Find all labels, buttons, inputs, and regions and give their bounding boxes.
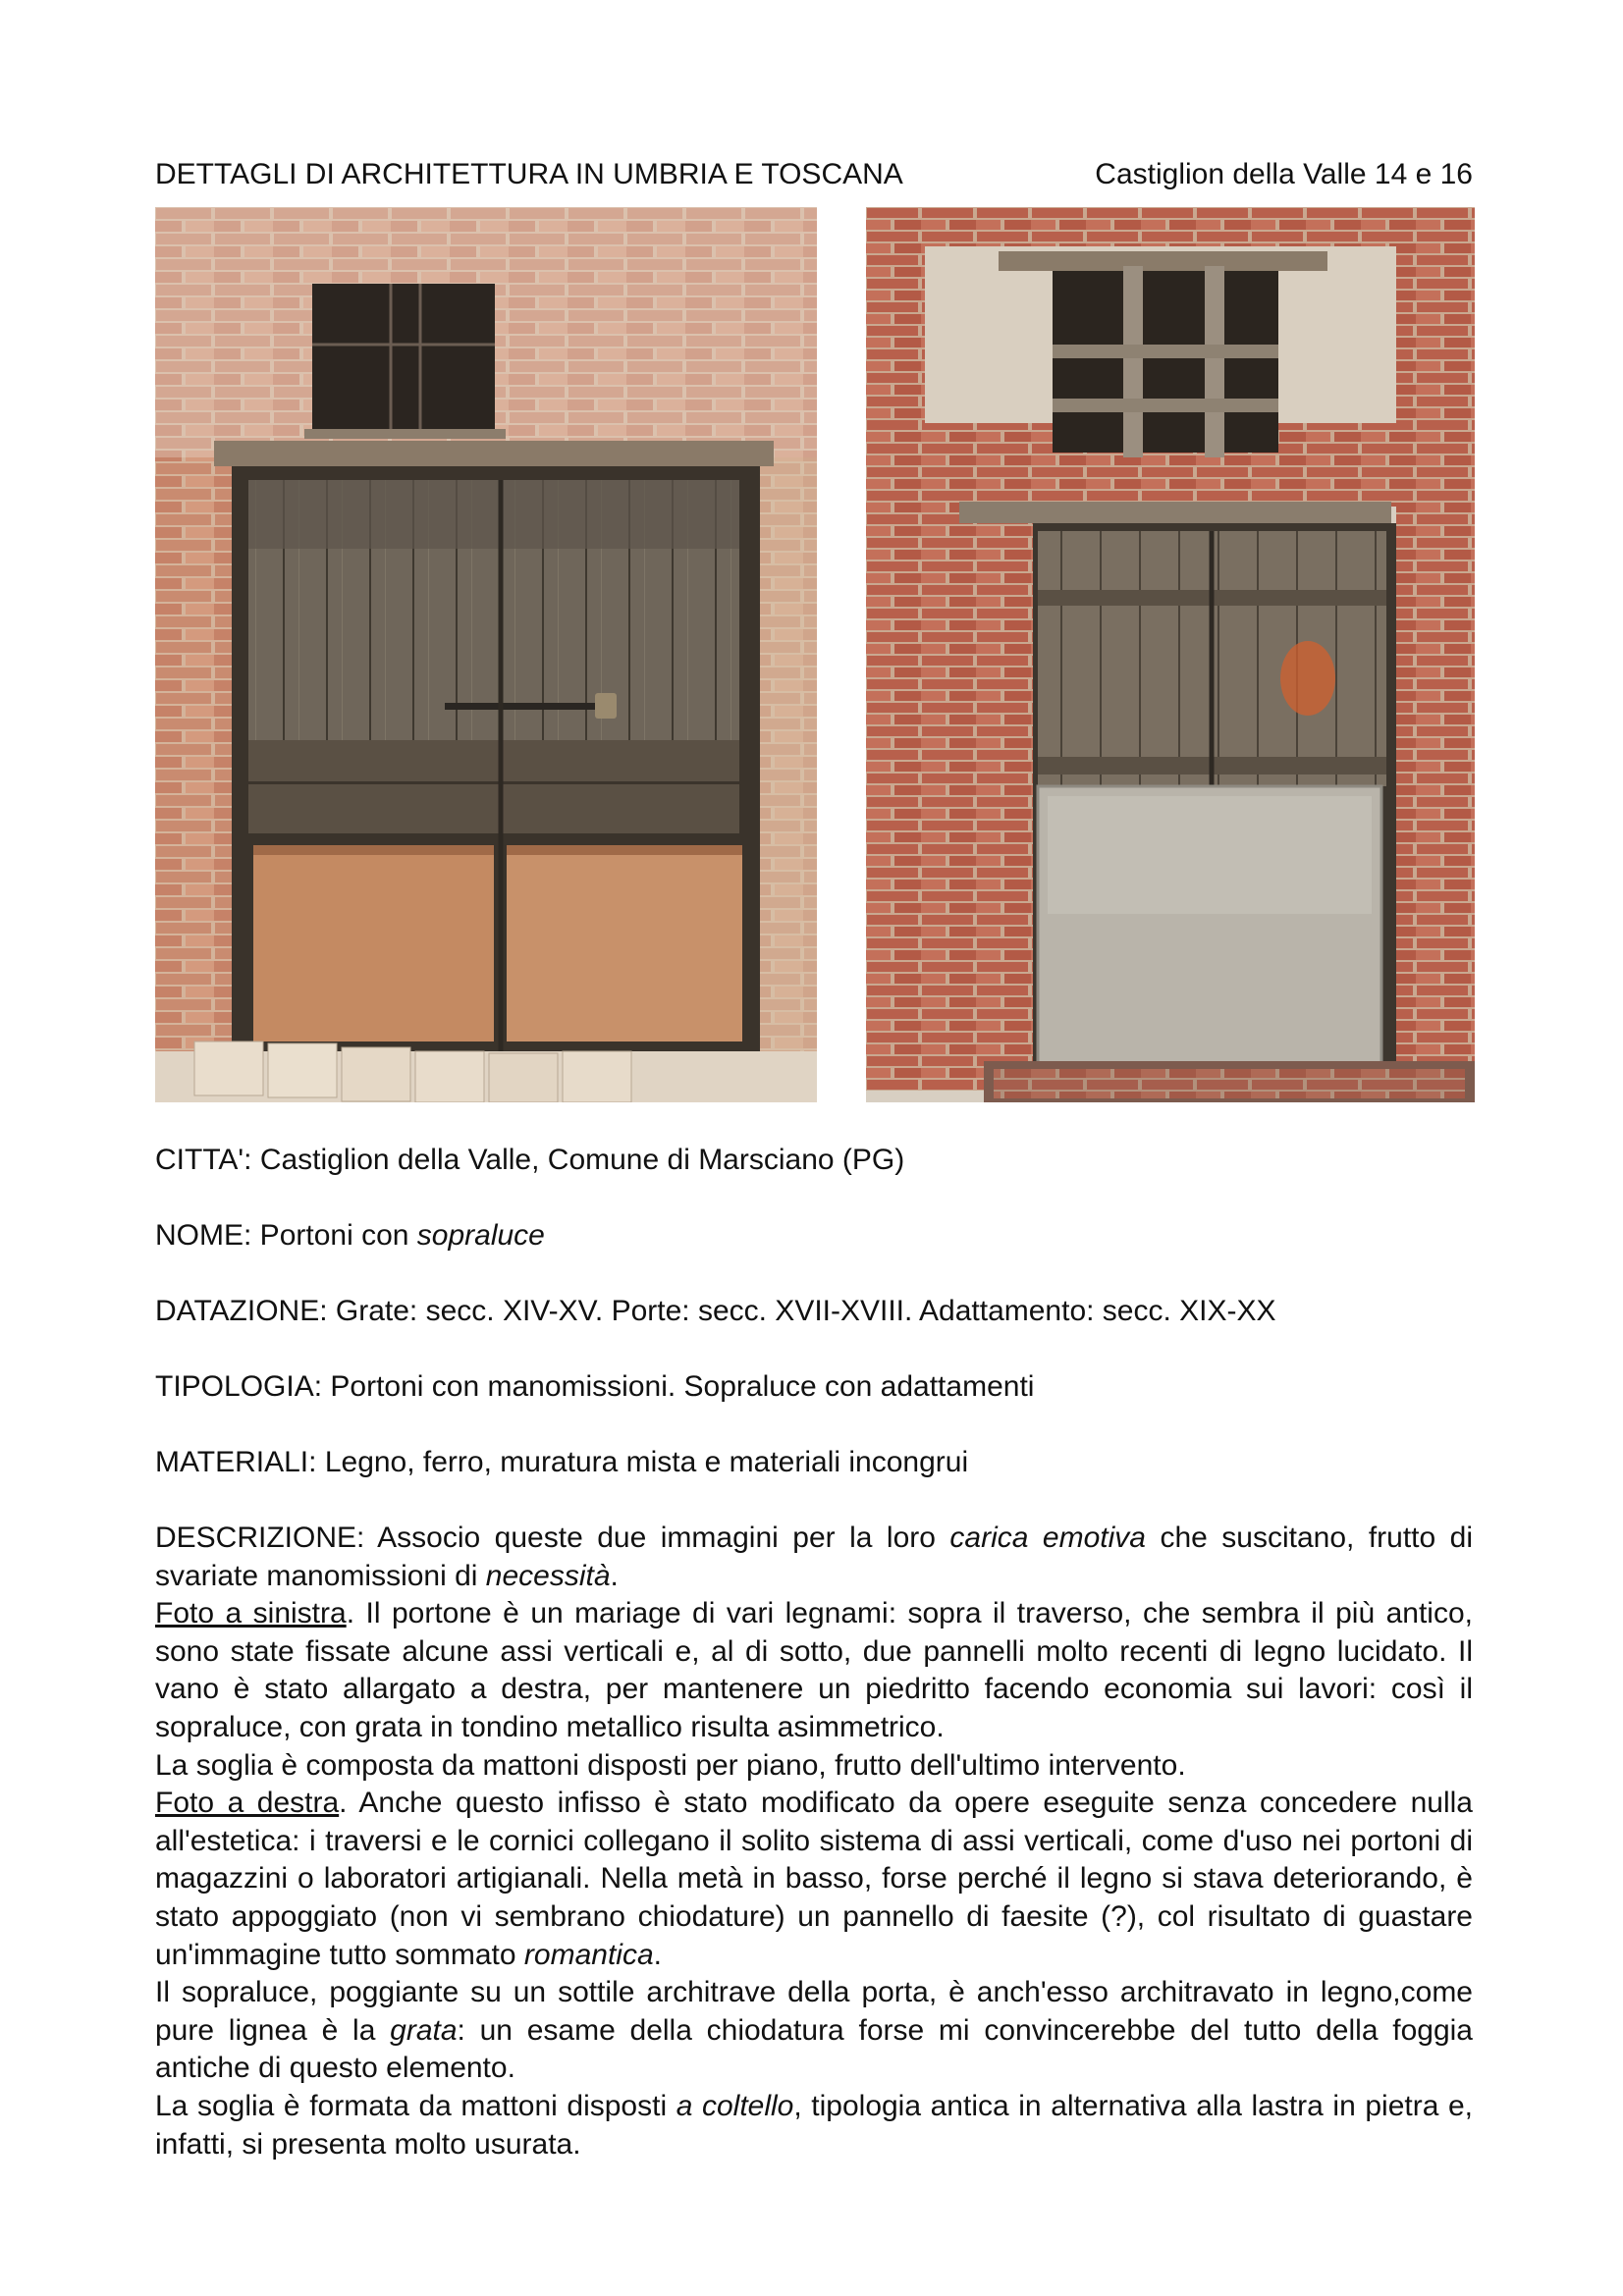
photo-right-doorway <box>866 207 1475 1102</box>
photo-left-illustration <box>155 207 817 1102</box>
desc-italic-grata: grata <box>390 2013 458 2047</box>
header-title: DETTAGLI DI ARCHITETTURA IN UMBRIA E TOSCANA <box>155 158 903 190</box>
field-nome <box>155 1217 1473 1255</box>
nome-italic: sopraluce <box>416 1219 545 1252</box>
foto-destra-label: Foto a destra <box>155 1787 340 1820</box>
datazione-value: Grate: secc. XIV-XV. Porte: secc. XVII-XVIII. Adattamento: secc. XIX-XX <box>327 1295 1276 1327</box>
header-location: Castiglion della Valle 14 e 16 <box>1095 158 1473 190</box>
materiali-label: MATERIALI: <box>155 1446 317 1478</box>
tipologia-value: Portoni con manomissioni. Sopraluce con adattamenti <box>322 1370 1035 1403</box>
desc-italic-carica: carica emotiva <box>949 1522 1146 1554</box>
desc-italic-necessita: necessità <box>485 1559 611 1592</box>
datazione-label: DATAZIONE: <box>155 1295 328 1327</box>
desc-text: : un esame della chiodatura forse mi convincerebbe del tutto della foggia antiche di questo elemento. <box>155 2013 1473 2085</box>
citta-label: CITTA': <box>155 1144 252 1176</box>
field-tipologia <box>155 1368 1473 1406</box>
field-datazione <box>155 1293 1473 1330</box>
description-paragraph-sopraluce <box>155 1974 1473 2088</box>
nome-label: NOME: <box>155 1219 252 1252</box>
desc-text: . <box>610 1559 619 1592</box>
description-paragraph-threshold-right <box>155 2088 1473 2163</box>
desc-text: . Anche questo infisso è stato modificato da opere eseguite senza concedere nulla all'estetica: i traversi e le cornici collegano il solito sistema di assi verticali, come d'uso nei portoni di magazzini o laboratori artigianali. Nella metà in basso, forse perché il legno si stava deteriorando, è stato appoggiato (non vi sembrano chiodature) un pannello di faesite (?), col risultato di guastare un'immagine tutto sommato <box>155 1787 1473 1971</box>
desc-text: che suscitano, frutto di svariate manomissioni di <box>155 1522 1474 1592</box>
citta-value: Castiglion della Valle, Comune di Marsciano (PG) <box>251 1144 905 1176</box>
foto-sinistra-label: Foto a sinistra <box>155 1597 347 1630</box>
nome-value: Portoni con <box>251 1219 417 1252</box>
desc-italic-coltello: a coltello <box>676 2089 794 2122</box>
materiali-value: Legno, ferro, muratura mista e materiali incongrui <box>316 1446 969 1478</box>
photo-right-illustration <box>866 207 1475 1102</box>
desc-text: . Il portone è un mariage di vari legnami: sopra il traverso, che sembra il più antico, sono state fissate alcune assi verticali e, al di sotto, due pannelli molto recenti di legno lucidato. Il vano è stato allargato a destra, per mantenere un piedritto facendo economia sui lavori: così il sopraluce, con grata in tondino metallico risulta asimmetrico. <box>155 1597 1473 1743</box>
description-block <box>155 1520 1473 2163</box>
description-paragraph-left-photo <box>155 1595 1473 1746</box>
desc-text: La soglia è formata da mattoni disposti <box>155 2089 676 2122</box>
tipologia-label: TIPOLOGIA: <box>155 1370 323 1403</box>
desc-text: , tipologia antica in alternativa alla lastra in pietra e, infatti, si presenta molto usurata. <box>155 2089 1473 2161</box>
photo-left-doorway <box>155 207 817 1102</box>
field-citta <box>155 1142 1473 1179</box>
desc-text: Il sopraluce, poggiante su un sottile architrave della porta, è anch'esso architravato in legno,come pure lignea è la <box>155 1976 1473 2047</box>
desc-text: . <box>653 1938 662 1971</box>
description-paragraph-right-photo <box>155 1785 1473 1974</box>
desc-italic-romantica: romantica <box>523 1938 654 1971</box>
description-paragraph-intro <box>155 1520 1473 1595</box>
field-materiali <box>155 1444 1473 1481</box>
desc-text: DESCRIZIONE: Associo queste due immagini per la loro <box>155 1522 950 1554</box>
page-header <box>155 155 1473 194</box>
description-paragraph-threshold-left: La soglia è composta da mattoni disposti per piano, frutto dell'ultimo intervento. <box>155 1748 1186 1782</box>
